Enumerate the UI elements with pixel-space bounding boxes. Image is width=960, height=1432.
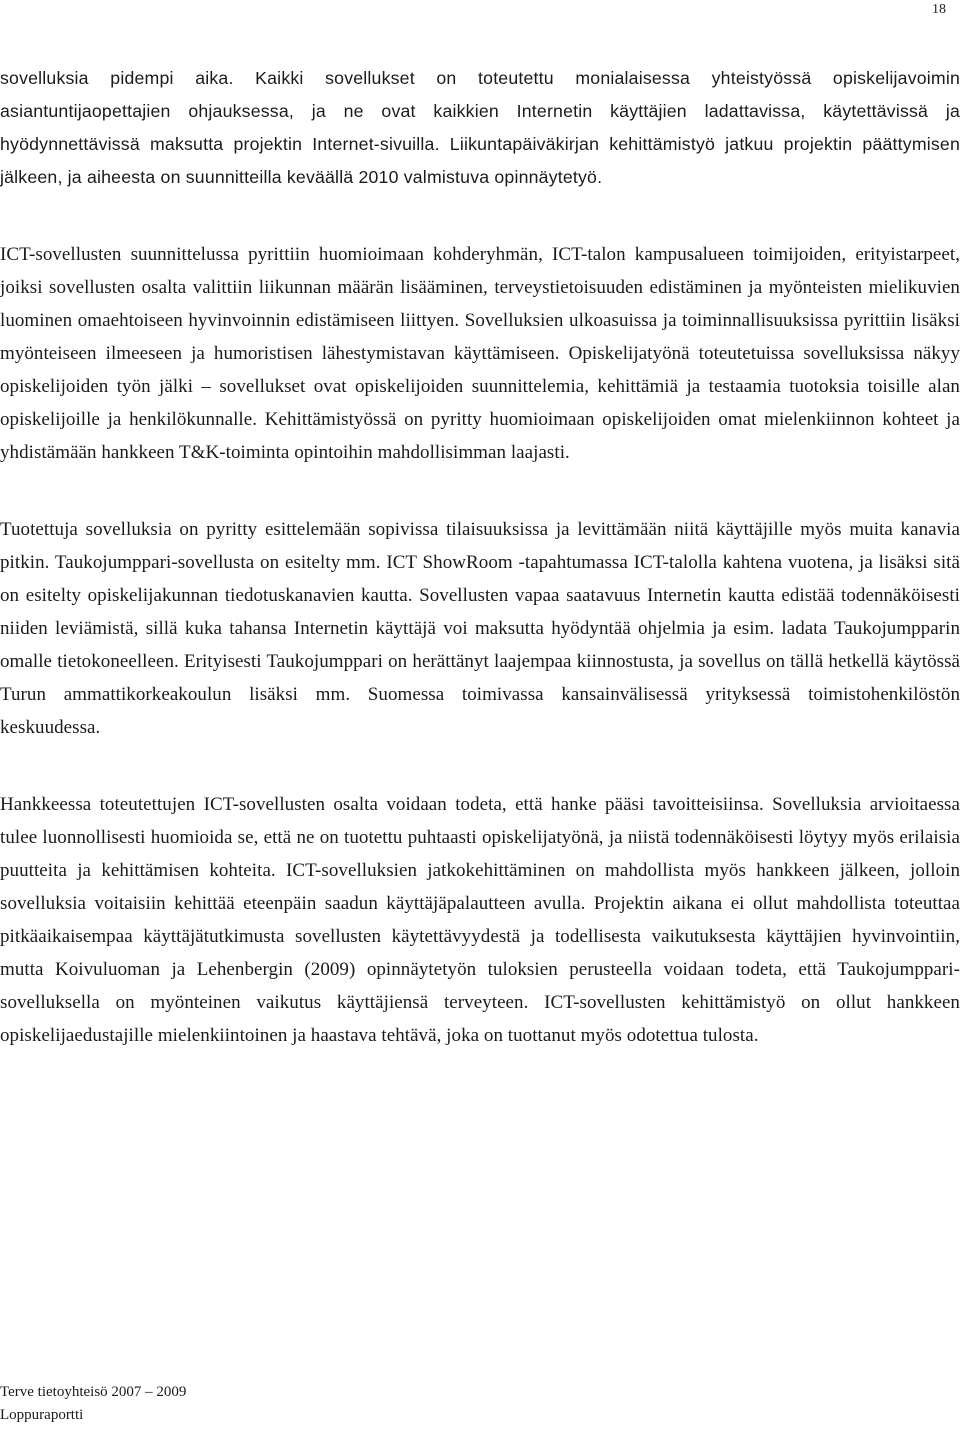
paragraph-2: ICT-sovellusten suunnittelussa pyrittiin huomioimaan kohderyhmän, ICT-talon kampusalueen toimijoiden, erityistarpeet, joiksi sovellusten osalta valittiin liikunnan määrän lisääminen, terveystietoisuuden edistäminen ja myönteisten mielikuvien luominen omaehtoiseen hyvinvoinnin edistämiseen liittyen. Sovelluksien ulkoasuissa ja toiminnallisuuksissa pyrittiin lisäksi myönteiseen ilmeeseen ja humoristisen lähestymistavan käyttämiseen. Opiskelijatyönä toteutetuissa sovelluksissa näkyy opiskelijoiden työn jälki – sovellukset ovat opiskelijoiden suunnittelemia, kehittämiä ja testaamia tuotoksia toisille alan opiskelijoille ja henkilökunnalle. Kehittämistyössä on pyritty huomioimaan opiskelijoiden omat mielenkiinnon kohteet ja yhdistämään hankkeen T&K-toiminta opintoihin mahdollisimman laajasti. <box>0 244 960 463</box>
page-body <box>0 62 960 1052</box>
footer-project-name: Terve tietoyhteisö 2007 – 2009 <box>0 1384 187 1400</box>
page-number: 18 <box>932 2 946 17</box>
paragraph-4: Hankkeessa toteutettujen ICT-sovellusten osalta voidaan todeta, että hanke pääsi tavoitteisiinsa. Sovelluksia arvioitaessa tulee luonnollisesti huomioida se, että ne on tuotettu puhtaasti opiskelijatyönä, ja niistä todennäköisesti löytyy myös erilaisia puutteita ja kehittämisen kohteita. ICT-sovelluksien jatkokehittäminen on mahdollista myös hankkeen jälkeen, jolloin sovelluksia voitaisiin kehittää eteenpäin saadun käyttäjäpalautteen avulla. Projektin aikana ei ollut mahdollista toteuttaa pitkäaikaisempaa käyttäjätutkimusta sovellusten käytettävyydestä ja todellisesta vaikutuksesta käyttäjien hyvinvointiin, mutta Koivuluoman ja Lehenbergin (2009) opinnäytetyön tuloksien perusteella voidaan todeta, että Taukojumppari-sovelluksella on myönteinen vaikutus käyttäjiensä terveyteen. ICT-sovellusten kehittämistyö on ollut hankkeen opiskelijaedustajille mielenkiintoinen ja haastava tehtävä, joka on tuottanut myös odotettua tulosta. <box>0 794 960 1046</box>
paragraph-1: sovelluksia pidempi aika. Kaikki sovellukset on toteutettu monialaisessa yhteistyössä opiskelijavoimin asiantuntijaopettajien ohjauksessa, ja ne ovat kaikkien Internetin käyttäjien ladattavissa, käytettävissä ja hyödynnettävissä maksutta projektin Internet-sivuilla. Liikuntapäiväkirjan kehittämistyö jatkuu projektin päättymisen jälkeen, ja aiheesta on suunnitteilla keväällä 2010 valmistuva opinnäytetyö. <box>0 68 960 187</box>
paragraph-3: Tuotettuja sovelluksia on pyritty esittelemään sopivissa tilaisuuksissa ja levittämään niitä käyttäjille myös muita kanavia pitkin. Taukojumppari-sovellusta on esitelty mm. ICT ShowRoom -tapahtumassa ICT-talolla kahtena vuotena, ja lisäksi sitä on esitelty opiskelijakunnan tiedotuskanavien kautta. Sovellusten vapaa saatavuus Internetin kautta edistää todennäköisesti niiden leviämistä, sillä kuka tahansa Internetin käyttäjä voi maksutta hyödyntää ohjelmia ja esim. ladata Taukojumpparin omalle tietokoneelleen. Erityisesti Taukojumppari on herättänyt laajempaa kiinnostusta, ja sovellus on tällä hetkellä käytössä Turun ammattikorkeakoulun lisäksi mm. Suomessa toimivassa kansainvälisessä yrityksessä toimistohenkilöstön keskuudessa. <box>0 519 960 738</box>
footer-report-type: Loppuraportti <box>0 1407 84 1423</box>
page-footer <box>0 1381 186 1427</box>
